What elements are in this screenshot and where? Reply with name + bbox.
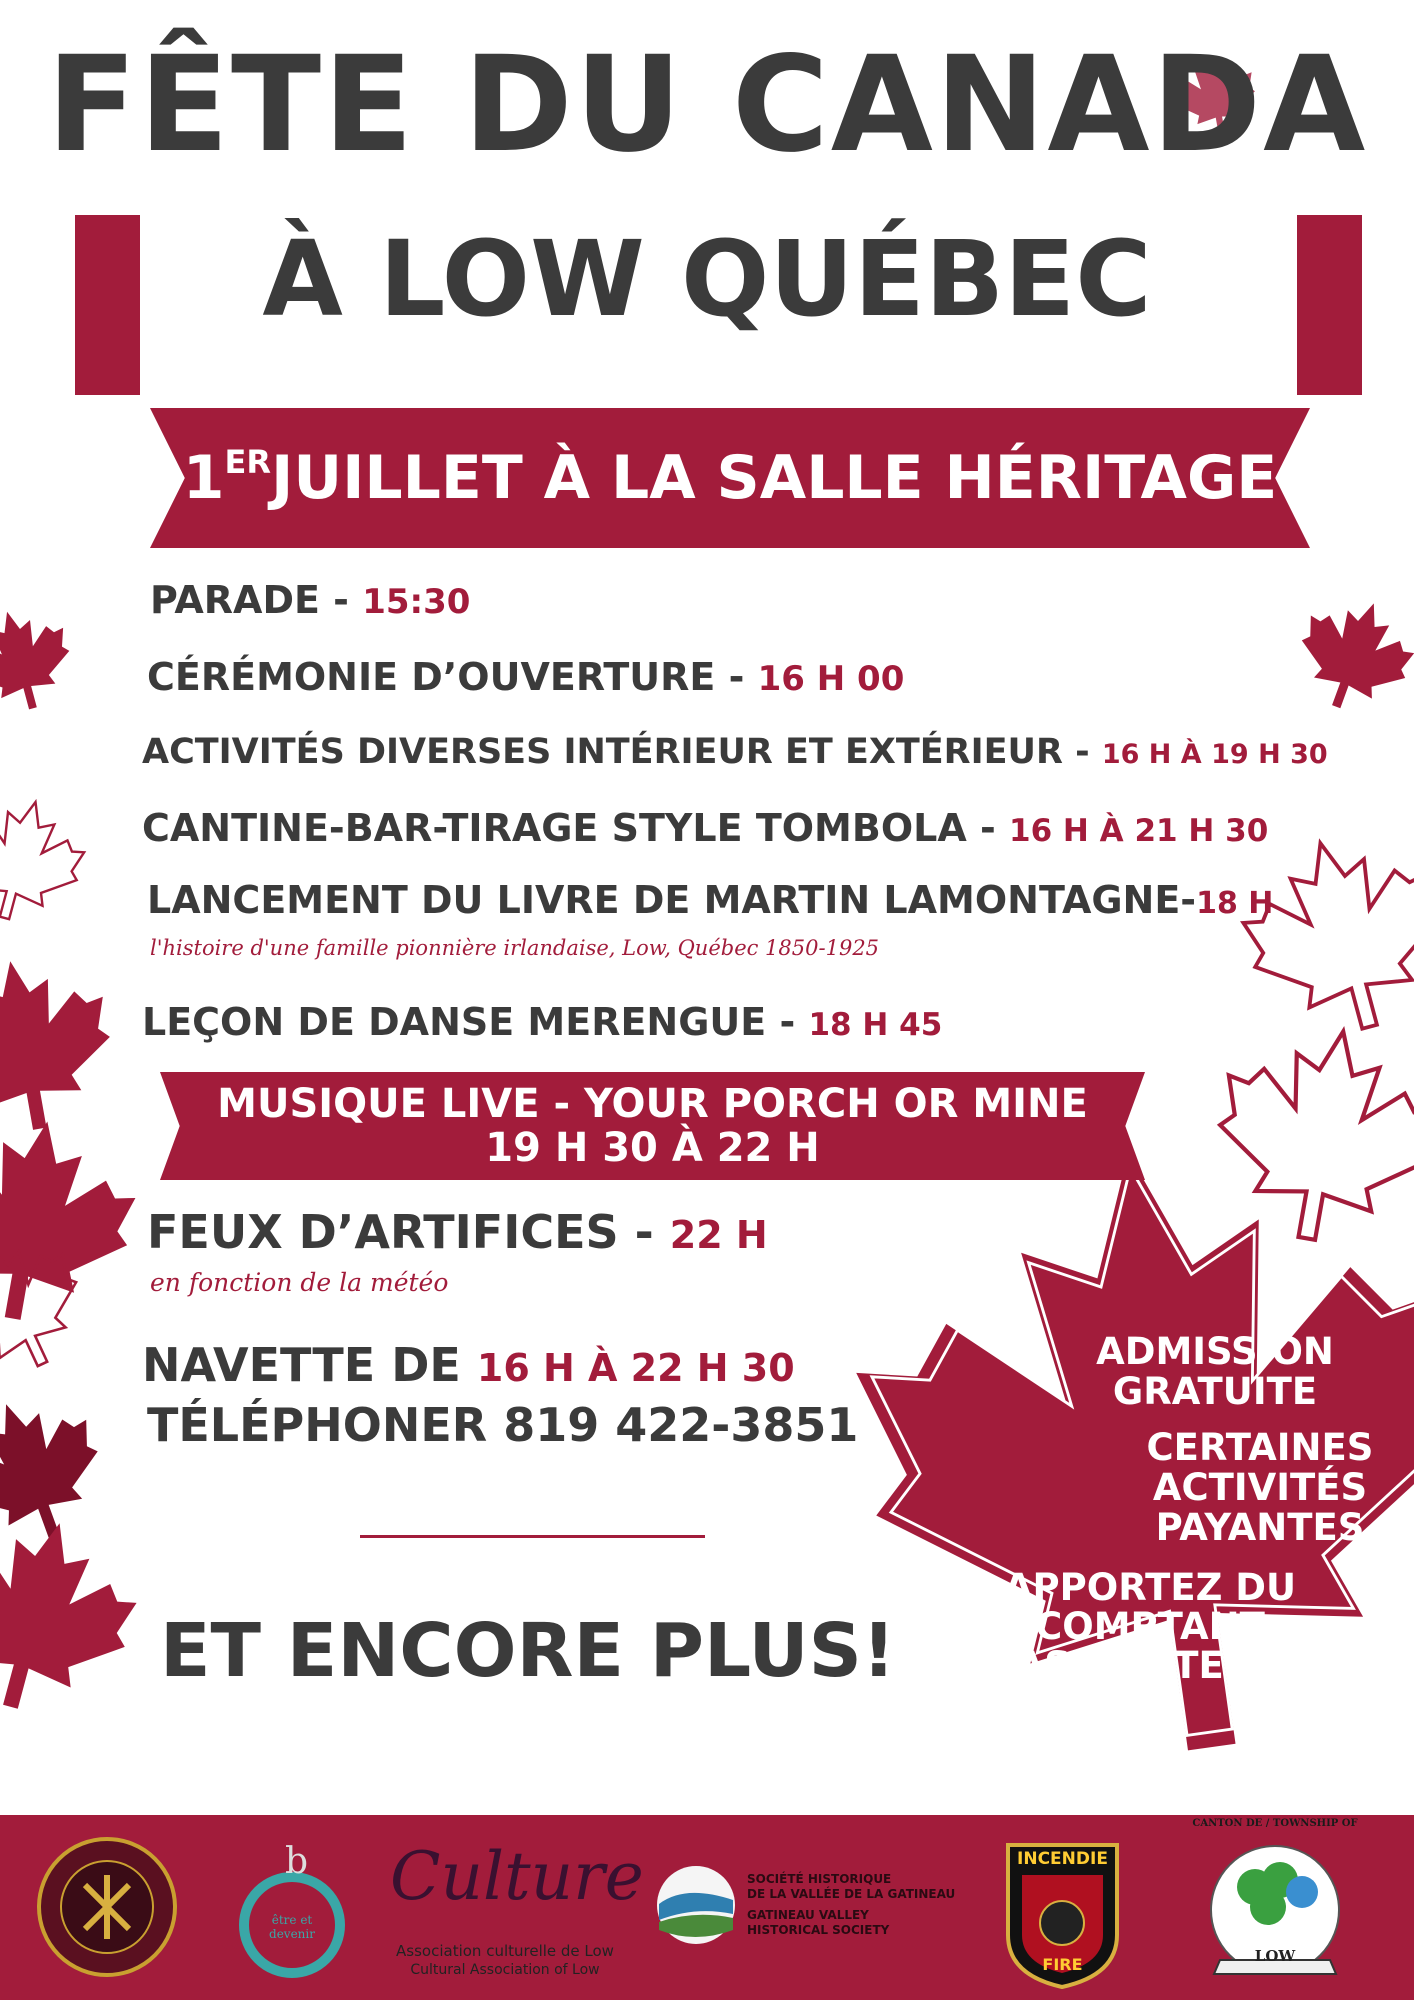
page-subtitle: À LOW QUÉBEC bbox=[262, 218, 1152, 340]
etre-devenir-logo bbox=[230, 1825, 360, 1990]
schedule-dance: LEÇON DE DANSE MERENGUE - 18 H 45 bbox=[142, 1000, 943, 1044]
culture-fr: Association culturelle de Low bbox=[396, 1942, 614, 1960]
township-logo bbox=[1180, 1818, 1370, 1996]
historical-society-logo bbox=[655, 1860, 965, 1950]
fire-department-logo bbox=[1000, 1835, 1125, 1990]
svg-text:b: b bbox=[285, 1841, 309, 1882]
township-low-label: LOW bbox=[1254, 1947, 1296, 1965]
etre-devenir-label: être et devenir bbox=[269, 1913, 315, 1941]
sponsor-logo-1 bbox=[35, 1835, 180, 1980]
historical-society-en1: GATINEAU VALLEY bbox=[747, 1908, 869, 1922]
culture-logo bbox=[390, 1820, 644, 1990]
schedule-canteen: CANTINE-BAR-TIRAGE STYLE TOMBOLA - 16 H À 21 H 30 bbox=[142, 806, 1269, 850]
fireworks-note: en fonction de la météo bbox=[150, 1268, 449, 1297]
paid-activities-text: CERTAINES ACTIVITÉS PAYANTES bbox=[1146, 1426, 1374, 1549]
divider bbox=[360, 1535, 705, 1538]
date-ribbon-text: 1 $^{ER}$ JUILLET À LA SALLE HÉRITAGE bbox=[182, 443, 1278, 513]
fire-bottom-label: FIRE bbox=[1042, 1955, 1083, 1974]
shuttle-phone: TÉLÉPHONER 819 422-3851 bbox=[147, 1398, 859, 1452]
page-title: FÊTE DU CANADA bbox=[46, 28, 1368, 182]
more-text: ET ENCORE PLUS! bbox=[160, 1608, 896, 1694]
culture-en: Cultural Association of Low bbox=[410, 1962, 600, 1978]
historical-society-fr1: SOCIÉTÉ HISTORIQUE bbox=[747, 1872, 892, 1886]
cash-text: APPORTEZ DU COMPTANT PAS D’INTERAC bbox=[991, 1566, 1309, 1687]
admission-text: ADMISSION GRATUITE bbox=[1096, 1330, 1334, 1413]
historical-society-en2: HISTORICAL SOCIETY bbox=[747, 1923, 890, 1937]
schedule-ceremony: CÉRÉMONIE D’OUVERTURE - 16 H 00 bbox=[147, 655, 905, 699]
fire-top-label: INCENDIE bbox=[1017, 1849, 1108, 1869]
schedule-activities: ACTIVITÉS DIVERSES INTÉRIEUR ET EXTÉRIEUR - 16 H À 19 H 30 bbox=[142, 732, 1328, 772]
music-ribbon-text: MUSIQUE LIVE - YOUR PORCH OR MINE 19 H 30 À 22 H bbox=[217, 1081, 1088, 1171]
culture-word: Culture bbox=[390, 1838, 644, 1915]
schedule-parade: PARADE - 15:30 bbox=[150, 578, 471, 622]
schedule-book-launch: LANCEMENT DU LIVRE DE MARTIN LAMONTAGNE-18 H bbox=[147, 878, 1274, 922]
schedule-fireworks: FEUX D’ARTIFICES - 22 H bbox=[147, 1205, 768, 1259]
township-canton-label: CANTON DE / TOWNSHIP OF bbox=[1192, 1818, 1358, 1829]
book-launch-note: l'histoire d'une famille pionnière irlandaise, Low, Québec 1850-1925 bbox=[150, 936, 880, 960]
shuttle-info: NAVETTE DE 16 H À 22 H 30 bbox=[142, 1338, 795, 1392]
historical-society-fr2: DE LA VALLÉE DE LA GATINEAU bbox=[747, 1887, 956, 1901]
